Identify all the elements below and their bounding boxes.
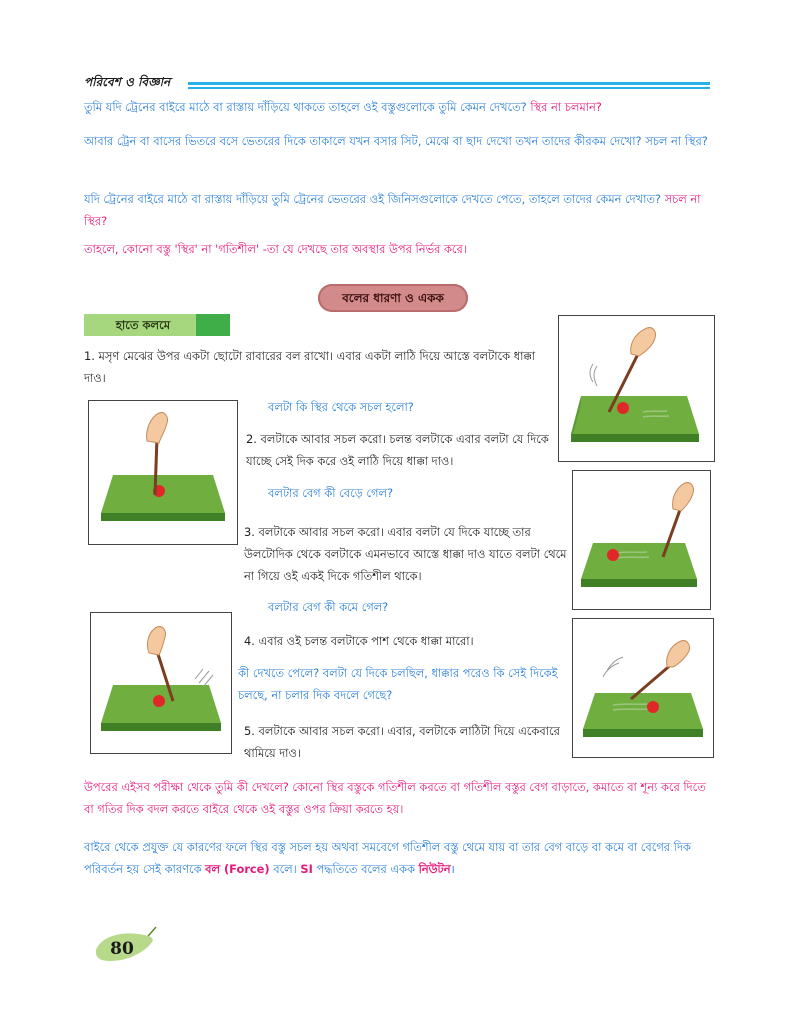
- step-4-text: 4. এবার ওই চলন্ত বলটাকে পাশ থেকে ধাক্কা মারো।: [244, 634, 474, 648]
- step-5-text: 5. বলটাকে আবার সচল করো। এবার, বলটাকে লাঠিটা দিয়ে একেবারে থামিয়ে দাও।: [244, 724, 560, 760]
- intro-paragraph-3: যদি ট্রেনের বাইরে মাঠে বা রাস্তায় দাঁড়িয়ে তুমি ট্রেনের ভেতরের ওই জিনিসগুলোকে দেখতে পেতে, তাহলে তাদের কেমন দেখাত? সচল না স্থির?: [84, 192, 701, 228]
- page-number: 80: [110, 939, 134, 959]
- figure-step-4: [90, 612, 232, 754]
- intro-paragraph-1: তুমি যদি ট্রেনের বাইরে মাঠে বা রাস্তায় দাঁড়িয়ে থাকতে তাহলে ওই বস্তুগুলোকে তুমি কেমন দেখতে? স্থির না চলমান?: [84, 100, 602, 114]
- question-1: বলটা কি স্থির থেকে সচল হলো?: [268, 400, 414, 414]
- page-number-leaf: [92, 926, 158, 966]
- definition-paragraph: বাইরে থেকে প্রযুক্ত যে কারণের ফলে স্থির বস্তু সচল হয় অথবা সমবেগে গতিশীল বস্তু থেমে যায় বা তার বেগ বাড়ে বা কমে বা বেগের দিক পরিবর্তন হয় সেই কারণকে বল (Force) বলে। SI পদ্ধতিতে বলের একক নিউটন।: [84, 840, 691, 876]
- header-rule: [188, 82, 710, 90]
- si-term: SI: [300, 862, 313, 876]
- activity-tag: হাতে কলমে: [84, 314, 230, 336]
- intro-paragraph-2: আবার ট্রেন বা বাসের ভিতরে বসে ভেতরের দিকে তাকালে যখন বসার সিট, মেঝে বা ছাদ দেখো তখন তাদের কীরকম দেখো? সচল না স্থির?: [84, 134, 708, 148]
- force-term: বল (Force): [205, 862, 270, 876]
- figure-step-3: [572, 470, 711, 610]
- newton-term: নিউটন: [418, 862, 451, 876]
- summary-paragraph: উপরের এইসব পরীক্ষা থেকে তুমি কী দেখলে? কোনো স্থির বস্তুকে গতিশীল করতে বা গতিশীল বস্তুর বেগ বাড়াতে, কমাতে বা শূন্য করে দিতে বা গতির দিক বদল করতে বাইরে থেকে ওই বস্তুর ওপর ক্রিয়া করতে হয়।: [84, 780, 706, 816]
- question-2: বলটার বেগ কী বেড়ে গেল?: [268, 486, 394, 500]
- intro-paragraph-4: তাহলে, কোনো বস্তু 'স্থির' না 'গতিশীল' -তা যে দেখছে তার অবস্থার উপর নির্ভর করে।: [84, 242, 467, 256]
- figure-step-1: [558, 315, 715, 462]
- step-3-text: 3. বলটাকে আবার সচল করো। এবার বলটা যে দিকে যাচ্ছে তার উলটোদিক থেকে বলটাকে এমনভাবে আস্তে ধাক্কা দাও যাতে বলটা থেমে না গিয়ে ওই একই দিকে গতিশীল থাকে।: [244, 525, 567, 583]
- step-2-text: 2. বলটাকে আবার সচল করো। চলন্ত বলটাকে এবার বলটা যে দিকে যাচ্ছে সেই দিক করে ওই লাঠি দিয়ে ধাক্কা দাও।: [246, 432, 549, 468]
- page-header-title: পরিবেশ ও বিজ্ঞান: [84, 75, 171, 89]
- question-3: বলটার বেগ কী কমে গেল?: [268, 600, 389, 614]
- section-title: বলের ধারণা ও একক: [318, 284, 468, 312]
- figure-step-2: [88, 400, 238, 545]
- figure-step-5: [572, 618, 714, 758]
- step-1-text: 1. মসৃণ মেঝের উপর একটা ছোটো রাবারের বল রাখো। এবার একটা লাঠি দিয়ে আস্তে বলটাকে ধাক্কা দাও।: [84, 349, 536, 385]
- question-4: কী দেখতে পেলে? বলটা যে দিকে চলছিল, ধাক্কার পরেও কি সেই দিকেই চলছে, না চলার দিক বদলে গেছে?: [238, 666, 558, 702]
